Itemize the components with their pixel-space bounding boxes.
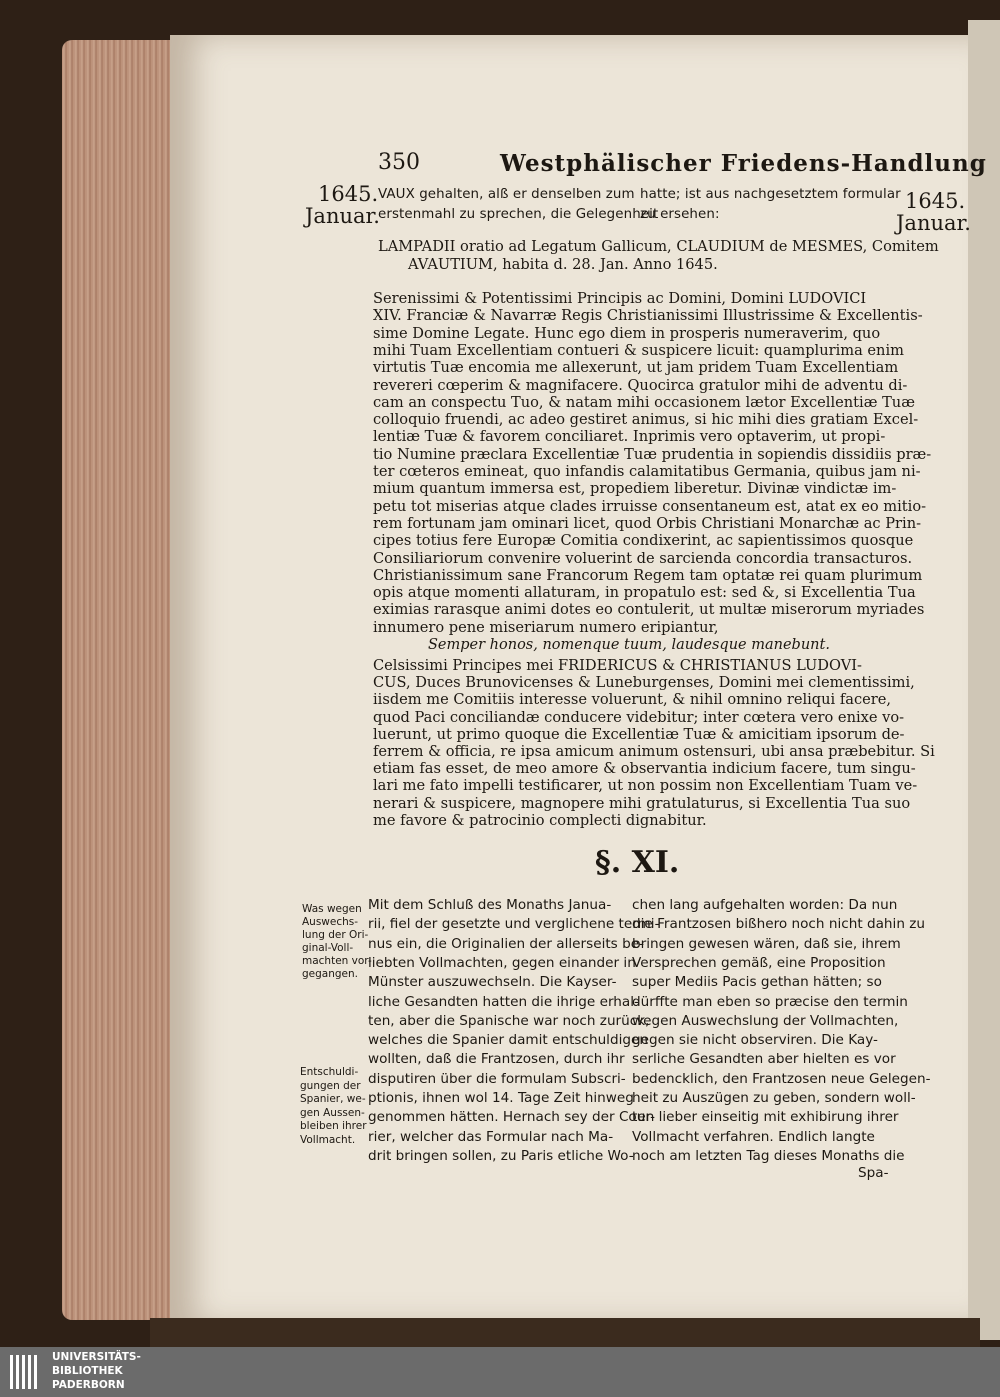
col-left-line: liebten Vollmachten, gegen einander in (368, 954, 636, 971)
margin-month-right: Januar. (896, 211, 971, 235)
col-right-line: heit zu Auszügen zu geben, sondern woll- (632, 1090, 916, 1106)
latin-p1-line: ter cœteros emineat, quo infandis calamitatibus Germania, quibus jam ni- (373, 463, 921, 480)
library-name (52, 1350, 141, 1392)
sidenote2-line: Vollmacht. (300, 1133, 356, 1146)
latin-p1-line: mium quantum immersa est, propediem liberetur. Divinæ vindictæ im- (373, 480, 897, 498)
sidenote1-line: Auswechs- (302, 916, 359, 928)
col-right-line: dürffte man eben so præcise den termin (632, 993, 908, 1010)
col-left-line: ptionis, ihnen wol 14. Tage Zeit hinweg (368, 1090, 634, 1106)
latin-p1-line: Consiliariorum convenire voluerint de sarcienda concordia transacturos. (373, 549, 913, 567)
intro-left-line-1: VAUX gehalten, alß er denselben zum (378, 187, 635, 202)
sidenote1-line: Was wegen (302, 903, 362, 915)
catchword: Spa- (858, 1165, 889, 1181)
col-right-line: Versprechen gemäß, eine Proposition (632, 954, 886, 971)
col-left-line: disputiren über die formulam Subscri- (368, 1070, 626, 1087)
university-logo-icon (8, 1352, 42, 1392)
verse-line: Semper honos, nomenque tuum, laudesque manebunt. (428, 637, 830, 653)
latin-p1-line: Christianissimum sane Francorum Regem tam optatæ rei quam plurimum (373, 566, 923, 584)
latin-p1-line: opis atque momenti allaturam, in propatulo est: sed &, si Excellentia Tua (373, 584, 916, 602)
latin-p2-line: CUS, Duces Brunovicenses & Luneburgenses, Domini mei clementissimi, (373, 674, 915, 692)
col-left-line: liche Gesandten hatten die ihrige erhal- (368, 993, 639, 1010)
col-right-line: serliche Gesandten aber hielten es vor (632, 1051, 896, 1068)
col-left-line: rier, welcher das Formular nach Ma- (368, 1128, 614, 1145)
running-header: Westphälischer Friedens-Handlung (500, 150, 987, 177)
latin-p1-line: XIV. Franciæ & Navarræ Regis Christianissimi Illustrissime & Excellentis- (373, 307, 923, 325)
library-footer-bar (0, 1347, 1000, 1397)
intro-left-line-2: erstenmahl zu sprechen, die Gelegenheit (378, 207, 659, 222)
latin-p1-line: innumero pene miseriarum numero eripiantur, (373, 618, 719, 636)
latin-p2-line: luerunt, ut primo quoque die Excellentiæ Tuæ & amicitiam ipsorum de- (373, 725, 905, 743)
intro-right-line-1: hatte; ist aus nachgesetztem formular (640, 187, 901, 202)
latin-p1-line: tio Numine præclara Excellentiæ Tuæ prudentia in sopiendis dissidiis præ- (373, 445, 932, 463)
sidenote2-line: Entschuldi- (300, 1066, 359, 1078)
latin-p1-line: eximias rarasque animi dotes eo contulerit, ut multæ miserorum myriades (373, 601, 925, 619)
latin-p2-line: Celsissimi Principes mei FRIDERICUS & CHRISTIANUS LUDOVI- (373, 657, 862, 674)
library-name-line-2: BIBLIOTHEK (52, 1365, 123, 1377)
oration-title-line-1: LAMPADII oratio ad Legatum Gallicum, CLAUDIUM de MESMES, Comitem (378, 238, 939, 255)
latin-p2-line: etiam fas esset, de meo amore & observantia indicium facere, tum singu- (373, 760, 916, 778)
sidenote2-line: gen Aussen- (300, 1106, 365, 1119)
col-right-line: gegen sie nicht observiren. Die Kay- (632, 1032, 878, 1049)
col-right-line: die Frantzosen bißhero noch nicht dahin zu (632, 916, 926, 933)
sidenote1-line: lung der Ori- (302, 929, 369, 941)
latin-p2-line: quod Paci conciliandæ conducere videbitur; inter cœtera vero enixe vo- (373, 708, 905, 726)
sidenote1-line: machten vor- (302, 955, 372, 967)
oration-title-line-2: AVAUTIUM, habita d. 28. Jan. Anno 1645. (408, 256, 718, 273)
margin-year-right: 1645. (905, 189, 966, 213)
latin-p1-line: petu tot miserias atque clades irruisse consentaneum est, atat ex eo mitio- (373, 497, 927, 515)
col-right-line: chen lang aufgehalten worden: Da nun (632, 897, 898, 913)
col-left-line: nus ein, die Originalien der allerseits be- (368, 935, 644, 952)
sidenote1-line: gegangen. (302, 968, 358, 980)
intro-right-line-2: zu ersehen: (640, 207, 720, 222)
col-left-line: ten, aber die Spanische war noch zurück, (368, 1012, 650, 1029)
latin-p1-line: sime Domine Legate. Hunc ego diem in prosperis numeraverim, quo (373, 324, 881, 342)
library-name-line-3: PADERBORN (52, 1379, 125, 1391)
latin-p1-line: Serenissimi & Potentissimi Principis ac Domini, Domini LUDOVICI (373, 290, 867, 307)
col-right-line: super Mediis Pacis gethan hätten; so (632, 974, 882, 991)
col-left-line: drit bringen sollen, zu Paris etliche Wo- (368, 1147, 634, 1164)
latin-p2-line: me favore & patrocinio complecti dignabitur. (373, 811, 707, 829)
latin-p1-line: cipes totius fere Europæ Comitia condixerint, ac sapientissimos quosque (373, 532, 914, 550)
col-left-line: welches die Spanier damit entschuldigen (368, 1032, 648, 1049)
library-name-line-1: UNIVERSITÄTS- (52, 1351, 141, 1363)
col-right-line: Vollmacht verfahren. Endlich langte (632, 1128, 875, 1145)
col-left-line: wollten, daß die Frantzosen, durch ihr (368, 1051, 625, 1068)
latin-p2-line: nerari & suspicere, magnopere mihi gratulaturus, si Excellentia Tua suo (373, 794, 911, 812)
sidenote1-line: ginal-Voll- (302, 942, 354, 954)
latin-p1-line: rem fortunam jam ominari licet, quod Orbis Christiani Monarchæ ac Prin- (373, 514, 922, 532)
latin-p1-line: virtutis Tuæ encomia me allexerunt, ut jam pridem Tuam Excellentiam (373, 359, 899, 377)
latin-p1-line: cam an conspectu Tuo, & natam mihi occasionem lætor Excellentiæ Tuæ (373, 393, 915, 411)
col-right-line: ten lieber einseitig mit exhibirung ihrer (632, 1109, 899, 1126)
section-heading: §. XI. (595, 845, 680, 880)
latin-p2-line: iisdem me Comitiis interesse voluerunt, & nihil omnino reliqui facere, (373, 691, 892, 709)
col-left-line: Münster auszuwechseln. Die Kayser- (368, 974, 617, 991)
sidenote2-line: bleiben ihrer (300, 1120, 367, 1132)
col-right-line: bedencklich, den Frantzosen neue Gelegen- (632, 1070, 931, 1087)
latin-p1-line: colloquio fruendi, ac adeo gestiret animus, si hic mihi dies gratiam Excel- (373, 411, 919, 429)
col-right-line: wegen Auswechslung der Vollmachten, (632, 1012, 899, 1029)
col-left-line: rii, fiel der gesetzte und verglichene termi- (368, 916, 660, 933)
latin-p1-line: lentiæ Tuæ & favorem conciliaret. Inprimis vero optaverim, ut propi- (373, 428, 886, 446)
book-bottom-shadow (150, 1318, 980, 1347)
book-page-edges (62, 40, 182, 1320)
col-left-line: Mit dem Schluß des Monaths Janua- (368, 897, 612, 913)
margin-month-left: Januar. (305, 204, 380, 228)
latin-p1-line: mihi Tuam Excellentiam contueri & suspicere licuit: quamplurima enim (373, 341, 904, 359)
facing-page-edge (968, 20, 1000, 1340)
col-right-line: bringen gewesen wären, daß sie, ihrem (632, 935, 901, 952)
latin-p2-line: lari me fato impelli testificarer, ut non possim non Excellentiam Tuam ve- (373, 777, 918, 795)
col-right-line: noch am letzten Tag dieses Monaths die (632, 1147, 905, 1164)
sidenote2-line: Spanier, we- (300, 1093, 366, 1105)
sidenote2-line: gungen der (300, 1079, 361, 1092)
col-left-line: genommen hätten. Hernach sey der Cour- (368, 1109, 655, 1126)
latin-p1-line: revereri cœperim & magnifacere. Quocirca gratulor mihi de adventu di- (373, 376, 908, 394)
margin-year-left: 1645. (318, 182, 379, 206)
page-number: 350 (378, 150, 420, 175)
latin-p2-line: ferrem & officia, re ipsa amicum animum ostensuri, ubi ansa præbebitur. Si (373, 743, 935, 760)
